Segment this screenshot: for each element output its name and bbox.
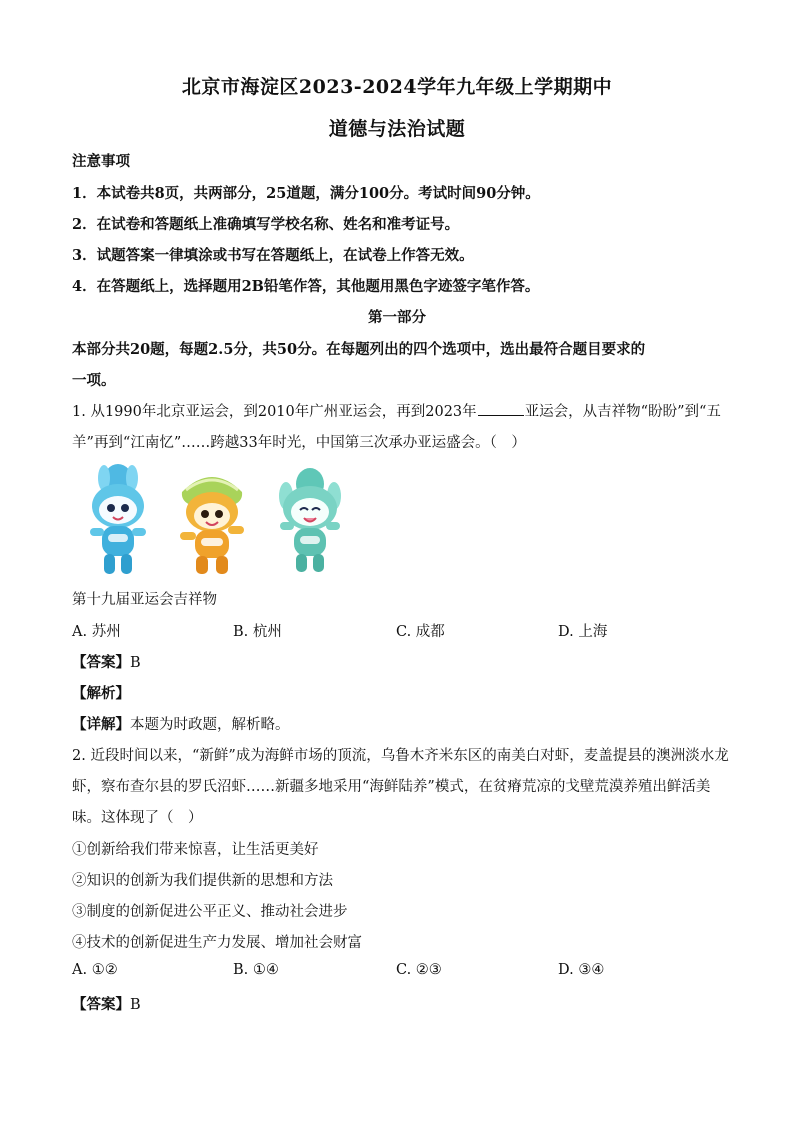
q2-statement: ①创新给我们带来惊喜，让生活更美好 <box>72 842 319 858</box>
mascot-gold <box>180 477 244 574</box>
detail-label: 【详解】 <box>72 716 130 733</box>
q1-stem <box>72 400 732 421</box>
note-item: 3．试题答案一律填涂或书写在答题纸上，在试卷上作答无效。 <box>72 247 474 264</box>
q2-stem-line2: 虾，察布查尔县的罗氏沼虾……新疆多地采用“海鲜陆养”模式，在贫瘠荒凉的戈壁荒漠养殖出鲜活美 <box>72 779 711 795</box>
q1-option-d: D. 上海 <box>558 624 608 640</box>
q1-option-a: A. 苏州 <box>72 624 121 640</box>
q2-answer <box>72 993 732 1014</box>
note-item: 1．本试卷共8页，共两部分，25道题，满分100分。考试时间90分钟。 <box>72 185 540 202</box>
q2-option-a: A. ①② <box>72 962 118 978</box>
part-heading: 第一部分 <box>368 309 426 326</box>
q2-option-b: B. ①④ <box>233 962 279 978</box>
fill-blank <box>478 401 524 416</box>
q1-option-c: C. 成都 <box>396 624 445 640</box>
detail-text: 本题为时政题，解析略。 <box>130 717 290 733</box>
note-item: 2．在试卷和答题纸上准确填写学校名称、姓名和准考证号。 <box>72 216 460 233</box>
q2-statement: ④技术的创新促进生产力发展、增加社会财富 <box>72 935 362 951</box>
q1-stem-a: 1. 从1990年北京亚运会，到2010年广州亚运会，再到2023年 <box>72 404 477 420</box>
mascots-image <box>72 462 362 580</box>
answer-label: 【答案】 <box>72 654 130 671</box>
exam-subtitle: 道德与法治试题 <box>328 118 466 140</box>
q2-statement: ②知识的创新为我们提供新的思想和方法 <box>72 873 333 889</box>
q1-answer <box>72 651 732 672</box>
answer-label: 【答案】 <box>72 996 130 1013</box>
image-caption: 第十九届亚运会吉祥物 <box>72 592 217 608</box>
answer-value: B <box>130 655 141 671</box>
answer-value: B <box>130 997 141 1013</box>
q1-analysis-label: 【解析】 <box>72 685 130 702</box>
q1-detail <box>72 713 732 734</box>
part-instructions: 本部分共20题，每题2.5分，共50分。在每题列出的四个选项中，选出最符合题目要求的 <box>72 341 646 358</box>
q2-option-d: D. ③④ <box>558 962 605 978</box>
q1-stem-b: 亚运会，从吉祥物“盼盼”到“五 <box>524 404 721 420</box>
part-instructions-cont: 一项。 <box>72 372 116 389</box>
mascot-green <box>279 468 341 572</box>
mascot-blue <box>90 464 146 574</box>
q2-stem-line3: 味。这体现了（ ） <box>72 810 203 826</box>
q1-option-b: B. 杭州 <box>233 624 282 640</box>
exam-title: 北京市海淀区2023-2024学年九年级上学期期中 <box>181 76 613 98</box>
q2-option-c: C. ②③ <box>396 962 442 978</box>
notes-heading: 注意事项 <box>72 153 130 170</box>
note-item: 4．在答题纸上，选择题用2B铅笔作答，其他题用黑色字迹签字笔作答。 <box>72 278 540 295</box>
q2-statement: ③制度的创新促进公平正义、推动社会进步 <box>72 904 348 920</box>
q2-stem: 2. 近段时间以来，“新鲜”成为海鲜市场的顶流，乌鲁木齐米东区的南美白对虾，麦盖提县的澳洲淡水龙 <box>72 748 729 764</box>
q1-stem-line2: 羊”再到“江南忆”……跨越33年时光，中国第三次承办亚运盛会。（ ） <box>72 435 526 451</box>
